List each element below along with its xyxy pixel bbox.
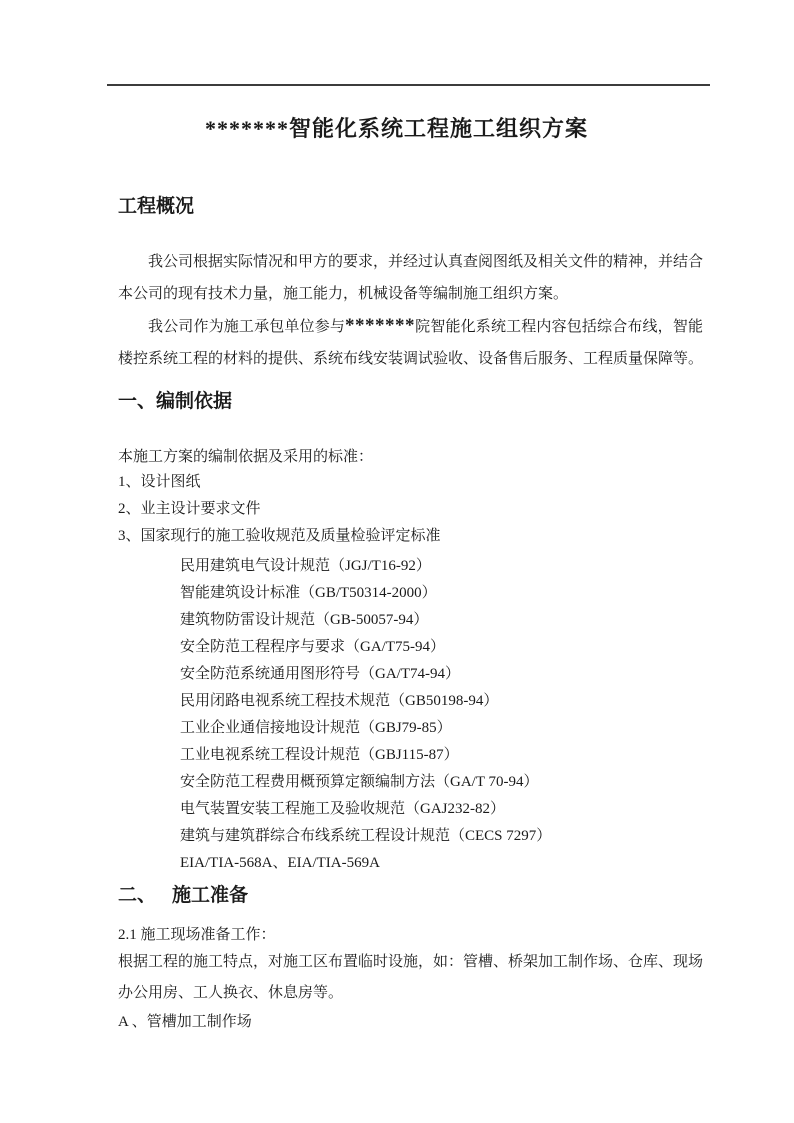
item-a-line: A 、管槽加工制作场 (118, 1014, 252, 1030)
paragraph-text-after: 院智能化系统工程内容包括综合布线，智能楼控系统工程的材料的提供、系统布线安装调试验收、设备售后服务、工程质量保障等。 (118, 319, 704, 367)
standards-list (180, 553, 703, 877)
numbered-item-2: 2、业主设计要求文件 (118, 501, 261, 517)
standard-item: 工业电视系统工程设计规范（GBJ115-87） (180, 747, 459, 763)
standard-item: 电气装置安装工程施工及验收规范（GAJ232-82） (180, 801, 505, 817)
document-title: *******智能化系统工程施工组织方案 (204, 116, 588, 141)
standard-item: 民用闭路电视系统工程技术规范（GB50198-94） (180, 693, 499, 709)
standard-item: 建筑物防雷设计规范（GB-50057-94） (180, 612, 429, 628)
overview-heading: 工程概况 (118, 196, 195, 217)
numbered-item-1: 1、设计图纸 (118, 474, 201, 490)
heading-numeral: 二、 (118, 885, 157, 906)
standard-item: 安全防范工程程序与要求（GA/T75-94） (180, 639, 445, 655)
subsection-2-1-heading: 2.1 施工现场准备工作： (118, 927, 276, 943)
standard-item: 工业企业通信接地设计规范（GBJ79-85） (180, 720, 452, 736)
header-rule (107, 84, 710, 86)
basis-intro-line: 本施工方案的编制依据及采用的标准： (118, 449, 374, 465)
heading-label: 施工准备 (172, 885, 249, 906)
standard-item: 安全防范系统通用图形符号（GA/T74-94） (180, 666, 460, 682)
basis-numbered-list (118, 469, 703, 550)
overview-paragraph-2 (118, 310, 703, 375)
numbered-item-3: 3、国家现行的施工验收规范及质量检验评定标准 (118, 528, 441, 544)
paragraph-text-before: 我公司作为施工承包单位参与 (148, 319, 346, 335)
standard-item: EIA/TIA-568A、EIA/TIA-569A (180, 855, 380, 871)
basis-section-heading: 一、编制依据 (118, 391, 233, 412)
overview-paragraph-1: 我公司根据实际情况和甲方的要求，并经过认真查阅图纸及相关文件的精神，并结合本公司的现有技术力量，施工能力，机械设备等编制施工组织方案。 (118, 254, 704, 302)
masked-name-stars: ******* (345, 315, 416, 336)
standard-item: 智能建筑设计标准（GB/T50314-2000） (180, 585, 437, 601)
standard-item: 安全防范工程费用概预算定额编制方法（GA/T 70-94） (180, 774, 539, 790)
standard-item: 民用建筑电气设计规范（JGJ/T16-92） (180, 558, 431, 574)
preparation-paragraph: 根据工程的施工特点，对施工区布置临时设施，如：管槽、桥架加工制作场、仓库、现场办公用房、工人换衣、休息房等。 (118, 954, 704, 1001)
standard-item: 建筑与建筑群综合布线系统工程设计规范（CECS 7297） (180, 828, 552, 844)
preparation-section-heading (118, 883, 703, 909)
